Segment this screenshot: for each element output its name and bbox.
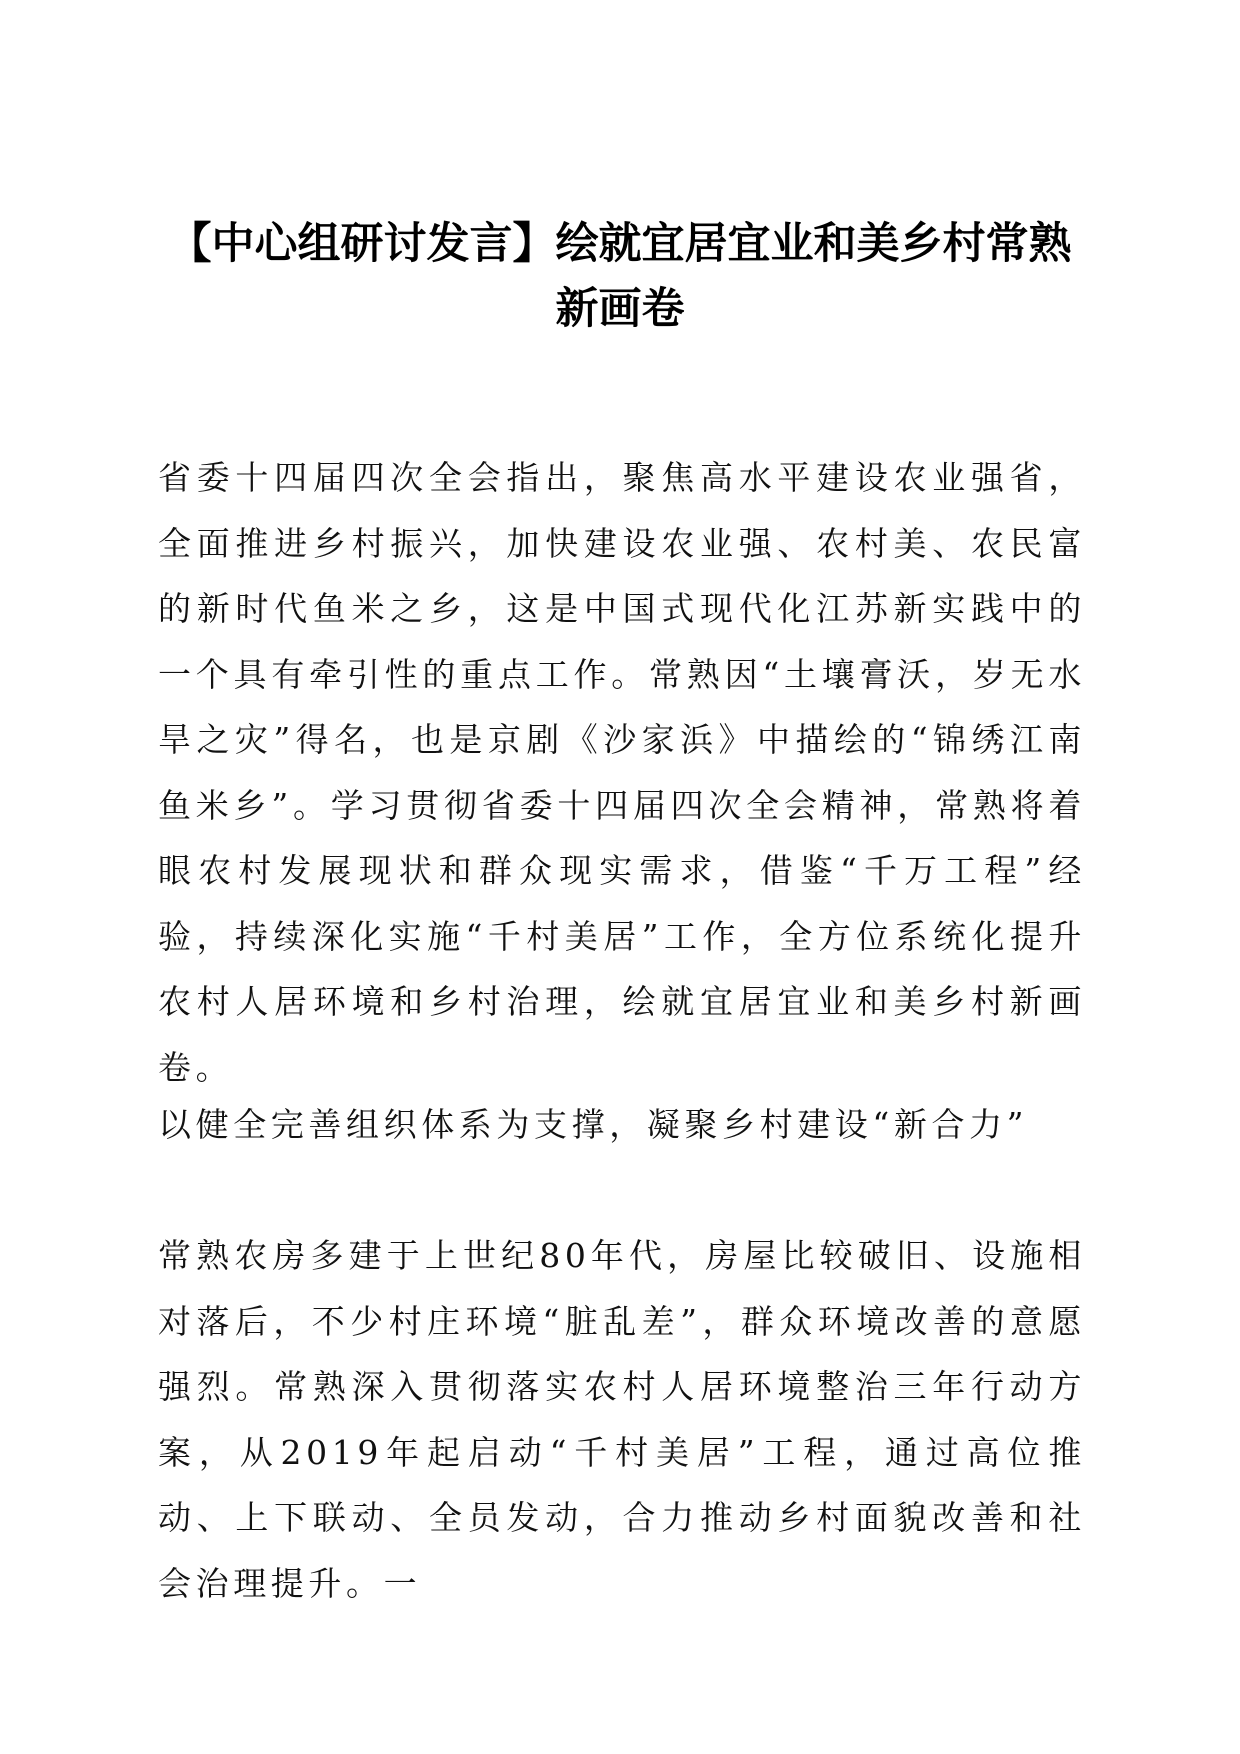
section-heading: 以健全完善组织体系为支撑，凝聚乡村建设“新合力” <box>158 1105 1029 1144</box>
document-title: 【中心组研讨发言】绘就宜居宜业和美乡村常熟新画卷 <box>168 219 1072 334</box>
body-paragraph: 常熟农房多建于上世纪80年代，房屋比较破旧、设施相对落后，不少村庄环境“脏乱差”，群众环境改善的意愿强烈。常熟深入贯彻落实农村人居环境整治三年行动方案，从2019年起启动“千村美居”工程，通过高位推动、上下联动、全员发动，合力推动乡村面貌改善和社会治理提升。一 <box>158 1236 1086 1603</box>
intro-paragraph: 省委十四届四次全会指出，聚焦高水平建设农业强省，全面推进乡村振兴，加快建设农业强、农村美、农民富的新时代鱼米之乡，这是中国式现代化江苏新实践中的一个具有牵引性的重点工作。常熟因“土壤膏沃，岁无水旱之灾”得名，也是京剧《沙家浜》中描绘的“锦绣江南鱼米乡”。学习贯彻省委十四届四次全会精神，常熟将着眼农村发展现状和群众现实需求，借鉴“千万工程”经验，持续深化实施“千村美居”工作，全方位系统化提升农村人居环境和乡村治理，绘就宜居宜业和美乡村新画卷。 <box>158 458 1086 1087</box>
